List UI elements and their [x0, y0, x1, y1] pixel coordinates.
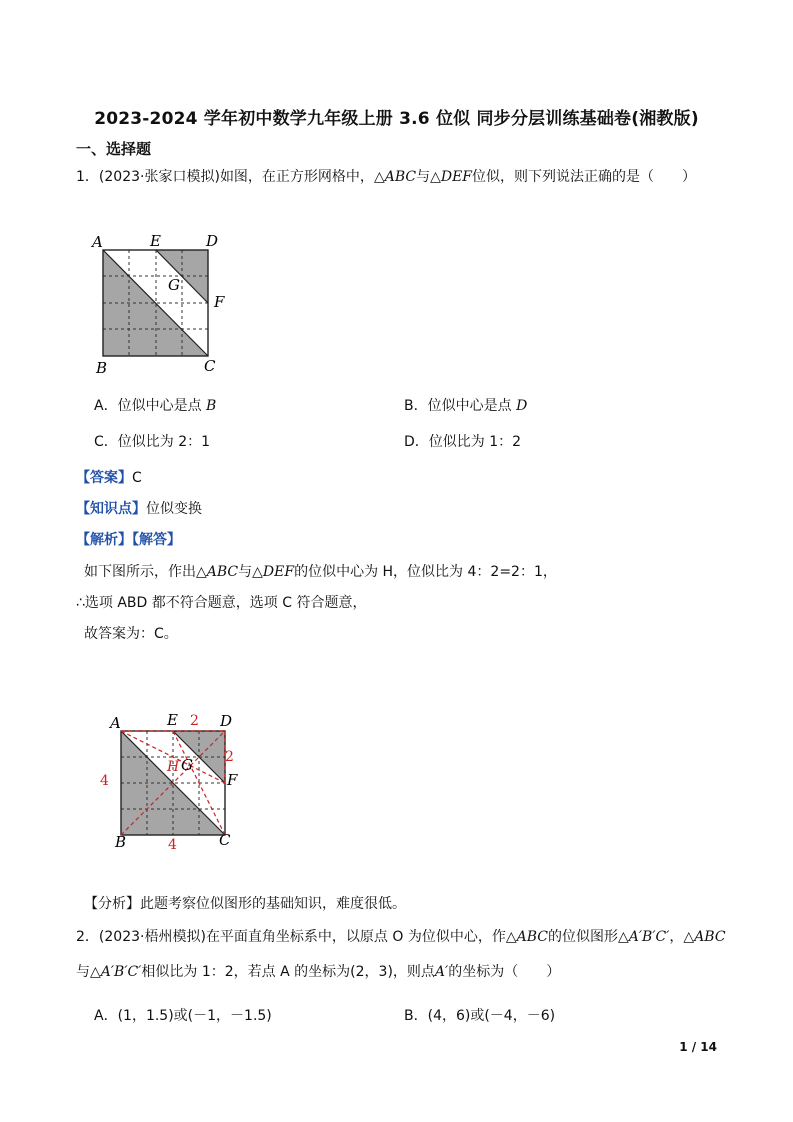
page-number: 1 / 14 — [679, 1040, 717, 1054]
knowledge-tag: 【知识点】 — [76, 501, 146, 517]
label-g: G — [168, 276, 180, 294]
triangle-def: △DEF — [252, 564, 295, 580]
triangle-abc: △ABC — [373, 169, 417, 185]
label-c: C — [204, 357, 216, 375]
label-d: D — [206, 232, 219, 250]
explanation-text: 与 — [238, 564, 253, 580]
triangle-a-prime: △A′B′C′ — [618, 929, 670, 945]
question-text: 与 — [76, 964, 90, 980]
label-right-length: 2 — [225, 749, 234, 765]
question-text: 的位似图形 — [548, 929, 618, 945]
point-a-prime: A′ — [434, 964, 449, 980]
question-1-stem — [76, 166, 696, 186]
option-b[interactable] — [404, 395, 527, 415]
explanation-line-2: ∴选项 ABD 都不符合题意，选项 C 符合题意， — [76, 595, 367, 611]
question-text: 与 — [416, 169, 431, 185]
option-b-label: B．位似中心是点 — [404, 398, 512, 414]
explanation-line-1 — [84, 561, 557, 581]
analysis-tag — [76, 529, 181, 549]
question-source: (2023·张家口模拟) — [98, 169, 220, 185]
section-heading: 一、选择题 — [76, 140, 152, 158]
label-b: B — [96, 359, 108, 377]
label-f: F — [227, 771, 238, 789]
triangle-abc: △ABC — [505, 929, 548, 945]
comment-tag: 【分析】 — [84, 896, 140, 912]
question-source: (2023·梧州模拟) — [98, 929, 206, 945]
label-c: C — [219, 831, 231, 849]
label-a: A — [110, 714, 121, 732]
option-d[interactable]: D．位似比为 1：2 — [404, 434, 522, 450]
knowledge-line — [76, 498, 202, 518]
option-a[interactable] — [94, 395, 216, 415]
option-b-var: D — [516, 398, 528, 414]
answer-tag: 【答案】 — [76, 470, 132, 486]
label-b: B — [115, 833, 127, 851]
triangle-def: △DEF — [430, 169, 473, 185]
label-e: E — [167, 711, 178, 729]
label-f: F — [214, 293, 225, 311]
triangle-abc: △ABC — [683, 929, 726, 945]
explanation-text: 如下图所示，作出 — [84, 564, 196, 580]
question-text: 如图，在正方形网格中， — [219, 169, 374, 185]
explanation-text: 的位似中心为 H，位似比为 4：2=2：1， — [294, 564, 557, 580]
label-d: D — [220, 712, 233, 730]
triangle-a-prime: △A′B′C′ — [90, 964, 142, 980]
triangle-abc: △ABC — [196, 564, 239, 580]
question-text: 的坐标为（ ） — [448, 964, 561, 980]
label-a: A — [92, 233, 103, 251]
question-text: 相似比为 1：2，若点 A 的坐标为(2，3)，则点 — [141, 964, 435, 980]
comment-text: 此题考察位似图形的基础知识，难度很低。 — [140, 896, 406, 912]
option-a-var: B — [206, 398, 217, 414]
question-number: 1． — [76, 169, 99, 185]
label-bottom-length: 4 — [168, 837, 177, 853]
option-c[interactable]: C．位似比为 2：1 — [94, 434, 211, 450]
q2-option-b[interactable]: B．(4，6)或(－4，－6) — [404, 1008, 556, 1024]
question-text: 位似，则下列说法正确的是（ ） — [472, 169, 697, 185]
knowledge-value: 位似变换 — [146, 501, 202, 517]
question-2-stem-line-2 — [76, 961, 560, 981]
question-text: 在平面直角坐标系中，以原点 O 为位似中心，作 — [205, 929, 506, 945]
question-number: 2． — [76, 929, 99, 945]
label-e: E — [150, 232, 161, 250]
analysis-tag-text: 【解析】【解答】 — [76, 532, 181, 548]
answer-value: C — [132, 470, 142, 486]
figure-1-grid — [90, 228, 240, 378]
label-h: H — [167, 759, 180, 775]
question-text: ， — [669, 929, 684, 945]
label-g: G — [181, 756, 193, 774]
question-2-stem-line-1 — [76, 926, 726, 946]
comment-line — [84, 893, 406, 913]
explanation-line-3: 故答案为：C。 — [84, 626, 178, 642]
label-left-length: 4 — [100, 773, 109, 789]
answer-line — [76, 467, 142, 487]
label-top-length: 2 — [190, 713, 199, 729]
page-title: 2023-2024 学年初中数学九年级上册 3.6 位似 同步分层训练基础卷(湘教版) — [94, 109, 699, 129]
figure-2-grid — [95, 706, 245, 856]
option-a-label: A．位似中心是点 — [94, 398, 202, 414]
q2-option-a[interactable]: A．(1，1.5)或(－1，－1.5) — [94, 1008, 272, 1024]
